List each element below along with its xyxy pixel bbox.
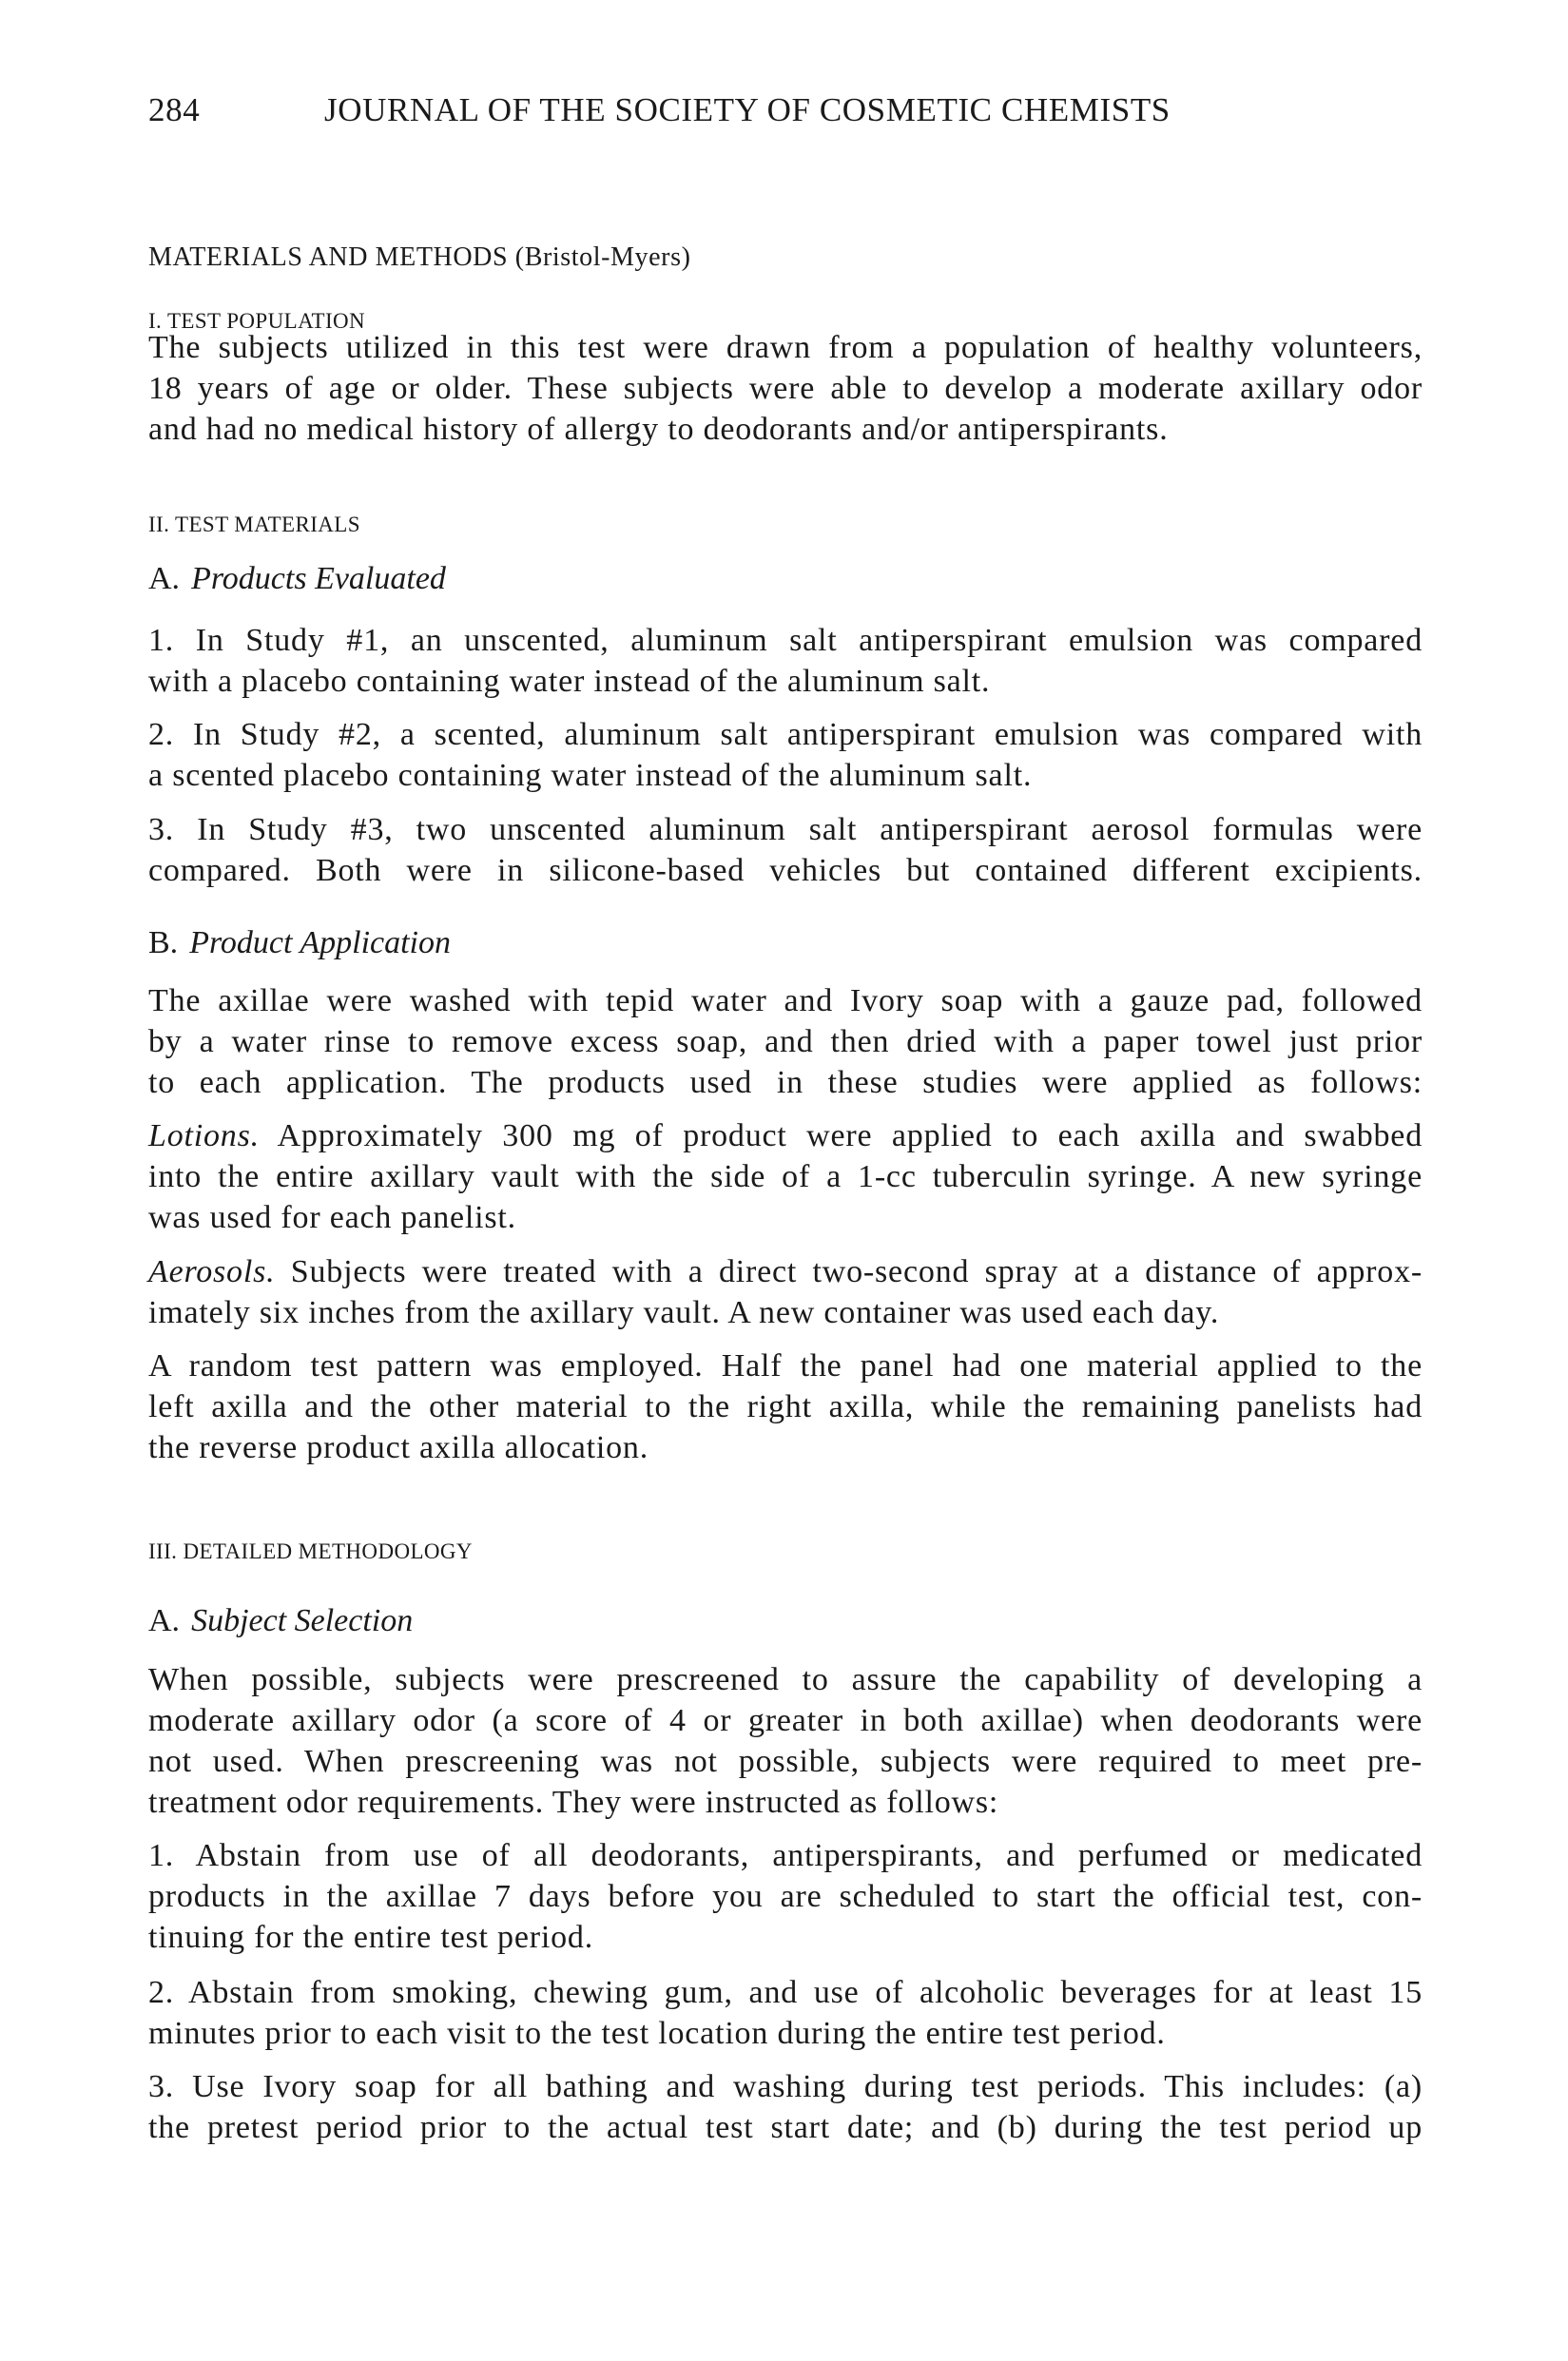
text-line: When possible, subjects were prescreened to assure the capability of developing a bbox=[148, 1662, 1423, 1697]
list-item-study-1 bbox=[148, 620, 1423, 702]
text-line bbox=[148, 1115, 1423, 1156]
text-line: 3. Use Ivory soap for all bathing and washing during test periods. This includes: (a) bbox=[148, 2069, 1423, 2104]
text-line: 18 years of age or older. These subjects were able to develop a moderate axillary odor bbox=[148, 371, 1423, 406]
subheading-text: Product Application bbox=[189, 925, 451, 960]
text-line: The subjects utilized in this test were drawn from a population of healthy volunteers, bbox=[148, 330, 1423, 365]
subheading-subject-selection bbox=[148, 1603, 1423, 1639]
list-item-instruction-1 bbox=[148, 1835, 1423, 1958]
text-line: moderate axillary odor (a score of 4 or greater in both axillae) when deodorants were bbox=[148, 1703, 1423, 1738]
text-line: with a placebo containing water instead of the aluminum salt. bbox=[148, 664, 991, 699]
paragraph-test-population bbox=[148, 327, 1423, 450]
paragraph-product-application bbox=[148, 980, 1423, 1103]
run-in-label: Lotions. bbox=[148, 1118, 260, 1153]
subheading-number: B. bbox=[148, 925, 179, 960]
text-line: minutes prior to each visit to the test location during the entire test period. bbox=[148, 2016, 1166, 2051]
text-line: tinuing for the entire test period. bbox=[148, 1920, 593, 1955]
text-line: the pretest period prior to the actual test start date; and (b) during the test period up bbox=[148, 2110, 1423, 2145]
subheading-product-application bbox=[148, 925, 1423, 961]
page-number: 284 bbox=[148, 91, 201, 128]
text-line: 1. Abstain from use of all deodorants, antiperspirants, and perfumed or medicated bbox=[148, 1838, 1423, 1873]
text-line: and had no medical history of allergy to deodorants and/or antiperspirants. bbox=[148, 412, 1169, 447]
text-line: a scented placebo containing water instead of the aluminum salt. bbox=[148, 758, 1033, 793]
text-line: the reverse product axilla allocation. bbox=[148, 1430, 649, 1465]
subheading-number: A. bbox=[148, 1603, 181, 1638]
text-line bbox=[148, 1251, 1423, 1292]
list-item-study-3 bbox=[148, 809, 1423, 891]
subheading-number: A. bbox=[148, 561, 181, 596]
list-item-study-2 bbox=[148, 714, 1423, 796]
text-line: not used. When prescreening was not possible, subjects were required to meet pre- bbox=[148, 1744, 1423, 1779]
text-line: products in the axillae 7 days before you are scheduled to start the official test, con- bbox=[148, 1879, 1423, 1914]
text-span: Subjects were treated with a direct two-second spray at a distance of approx- bbox=[275, 1254, 1423, 1289]
text-line: 3. In Study #3, two unscented aluminum salt antiperspirant aerosol formulas were bbox=[148, 812, 1423, 847]
subheading-products-evaluated bbox=[148, 561, 1423, 597]
journal-title: JOURNAL OF THE SOCIETY OF COSMETIC CHEMISTS bbox=[324, 91, 1171, 128]
subheading-text: Subject Selection bbox=[191, 1603, 414, 1638]
text-line: The axillae were washed with tepid water and Ivory soap with a gauze pad, followed bbox=[148, 983, 1423, 1018]
paragraph-lotions bbox=[148, 1115, 1423, 1238]
text-span: Approximately 300 mg of product were applied to each axilla and swabbed bbox=[259, 1118, 1423, 1153]
heading-test-population: I. TEST POPULATION bbox=[148, 309, 366, 333]
paragraph-subject-selection bbox=[148, 1659, 1423, 1823]
running-header bbox=[148, 91, 1423, 134]
text-line: to each application. The products used in these studies were applied as follows: bbox=[148, 1065, 1423, 1100]
subheading-text: Products Evaluated bbox=[191, 561, 446, 596]
text-line: by a water rinse to remove excess soap, and then dried with a paper towel just prior bbox=[148, 1024, 1423, 1059]
text-line: A random test pattern was employed. Half the panel had one material applied to the bbox=[148, 1348, 1423, 1384]
heading-test-materials: II. TEST MATERIALS bbox=[148, 513, 360, 536]
paragraph-random-pattern bbox=[148, 1345, 1423, 1468]
text-line: 2. Abstain from smoking, chewing gum, and use of alcoholic beverages for at least 15 bbox=[148, 1975, 1423, 2010]
text-line: into the entire axillary vault with the side of a 1-cc tuberculin syringe. A new syringe bbox=[148, 1159, 1423, 1194]
paragraph-aerosols bbox=[148, 1251, 1423, 1333]
list-item-instruction-3 bbox=[148, 2066, 1423, 2148]
text-line: treatment odor requirements. They were instructed as follows: bbox=[148, 1785, 999, 1820]
section-title: MATERIALS AND METHODS (Bristol-Myers) bbox=[148, 242, 691, 272]
text-line: imately six inches from the axillary vault. A new container was used each day. bbox=[148, 1295, 1220, 1330]
text-line: left axilla and the other material to the right axilla, while the remaining panelists had bbox=[148, 1389, 1423, 1424]
text-line: compared. Both were in silicone-based vehicles but contained different excipients. bbox=[148, 853, 1423, 888]
heading-detailed-methodology: III. DETAILED METHODOLOGY bbox=[148, 1539, 473, 1563]
run-in-label: Aerosols. bbox=[148, 1254, 276, 1289]
text-line: was used for each panelist. bbox=[148, 1200, 516, 1235]
list-item-instruction-2 bbox=[148, 1972, 1423, 2054]
text-line: 2. In Study #2, a scented, aluminum salt antiperspirant emulsion was compared with bbox=[148, 717, 1423, 752]
text-line: 1. In Study #1, an unscented, aluminum salt antiperspirant emulsion was compared bbox=[148, 623, 1423, 658]
